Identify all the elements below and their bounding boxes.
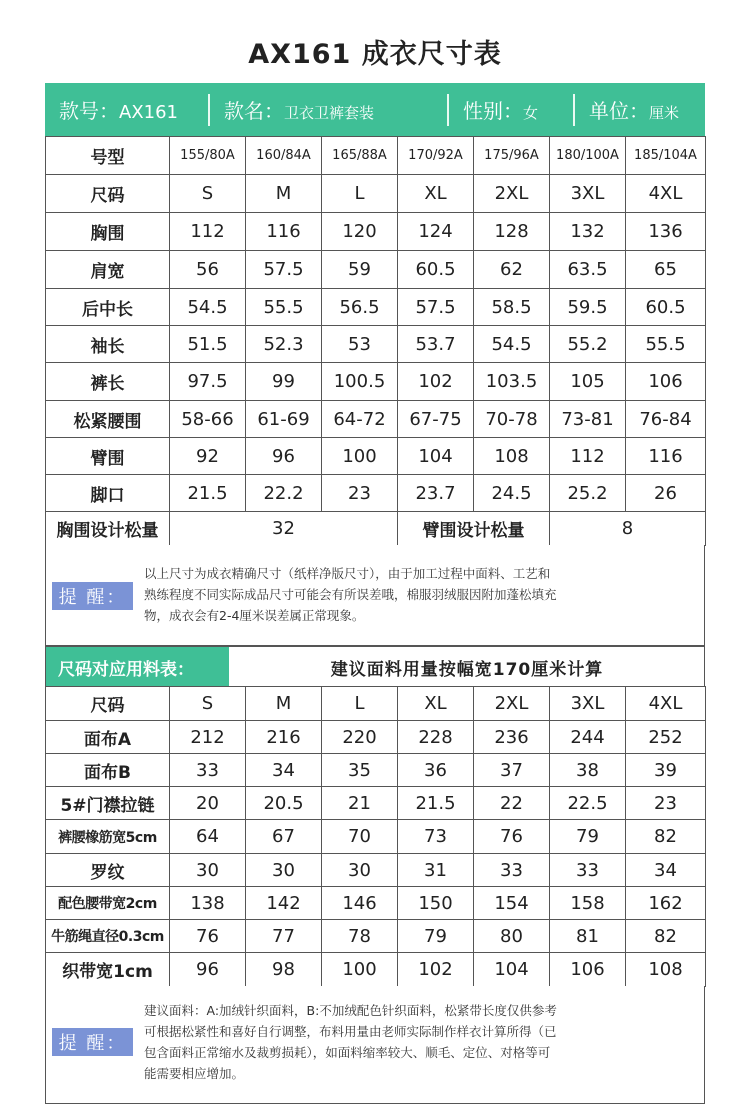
table-cell: 64-72 [322, 401, 398, 438]
style-name-value: 卫衣卫裤套装 [284, 104, 375, 122]
table-cell: 61-69 [246, 401, 322, 438]
material-section-header [45, 646, 705, 686]
table-cell: 212 [170, 721, 246, 754]
row-label: 5#门襟拉链 [46, 787, 170, 820]
table-cell: 244 [550, 721, 626, 754]
table-cell: 70-78 [474, 401, 550, 438]
table-cell: 22 [474, 787, 550, 820]
table-cell: 62 [474, 251, 550, 289]
row-label: 袖长 [46, 326, 170, 363]
table-cell: 98 [246, 953, 322, 987]
table-cell: 4XL [626, 175, 706, 213]
table-cell: 25.2 [550, 475, 626, 512]
reminder-line: 物，成衣会有2-4厘米误差属正常现象。 [144, 608, 365, 623]
row-label: 尺码 [46, 175, 170, 213]
table-cell: 185/104A [626, 137, 706, 175]
reminder-box [45, 545, 705, 646]
table-cell: 76 [474, 820, 550, 854]
table-cell: 128 [474, 213, 550, 251]
table-cell: 82 [626, 820, 706, 854]
table-cell: 78 [322, 920, 398, 953]
table-cell: 56.5 [322, 289, 398, 326]
row-label: 织带宽1cm [46, 953, 170, 987]
table-cell: 79 [550, 820, 626, 854]
table-row [46, 363, 706, 401]
table-cell: 23.7 [398, 475, 474, 512]
row-label: 裤腰橡筋宽5cm [46, 820, 170, 854]
table-cell: 3XL [550, 175, 626, 213]
arm-ease-value: 8 [550, 512, 706, 546]
table-cell: 36 [398, 754, 474, 787]
table-cell: M [246, 175, 322, 213]
table-cell: 30 [322, 854, 398, 887]
table-cell: 79 [398, 920, 474, 953]
table-cell: 103.5 [474, 363, 550, 401]
table-cell: 100 [322, 953, 398, 987]
table-cell: 4XL [626, 687, 706, 721]
info-bar [45, 83, 705, 136]
table-cell: 60.5 [398, 251, 474, 289]
table-cell: 96 [246, 438, 322, 475]
table-row [46, 438, 706, 475]
table-cell: 2XL [474, 175, 550, 213]
table-cell: 104 [398, 438, 474, 475]
table-cell: 30 [170, 854, 246, 887]
table-cell: 116 [626, 438, 706, 475]
table-cell: 105 [550, 363, 626, 401]
table-cell: 76 [170, 920, 246, 953]
table-cell: 21 [322, 787, 398, 820]
table-cell: 99 [246, 363, 322, 401]
table-row [46, 820, 706, 854]
table-cell: 60.5 [626, 289, 706, 326]
table-row [46, 475, 706, 512]
table-cell: 116 [246, 213, 322, 251]
row-label: 臂围 [46, 438, 170, 475]
row-label: 后中长 [46, 289, 170, 326]
table-cell: 23 [626, 787, 706, 820]
table-cell: 24.5 [474, 475, 550, 512]
table-cell: 3XL [550, 687, 626, 721]
table-cell: 97.5 [170, 363, 246, 401]
table-cell: 108 [474, 438, 550, 475]
page-title: AX161 成衣尺寸表 [248, 39, 502, 70]
table-cell: 57.5 [398, 289, 474, 326]
table-cell: 34 [246, 754, 322, 787]
table-row [46, 137, 706, 175]
table-cell: 70 [322, 820, 398, 854]
gender-value: 女 [523, 104, 539, 122]
table-cell: 216 [246, 721, 322, 754]
unit-value: 厘米 [649, 104, 680, 122]
table-cell: 31 [398, 854, 474, 887]
table-cell: 54.5 [170, 289, 246, 326]
table-row [46, 953, 706, 987]
table-cell: 54.5 [474, 326, 550, 363]
row-label: 胸围 [46, 213, 170, 251]
reminder-badge: 提 醒： [52, 1028, 133, 1056]
table-cell: 228 [398, 721, 474, 754]
table-cell: 112 [550, 438, 626, 475]
table-cell: XL [398, 175, 474, 213]
table-cell: 58.5 [474, 289, 550, 326]
material-section-tag: 尺码对应用料表： [46, 647, 229, 687]
table-cell: 20 [170, 787, 246, 820]
reminder-line: 能需要相应增加。 [144, 1066, 245, 1081]
row-label: 面布A [46, 721, 170, 754]
table-row [46, 721, 706, 754]
table-cell: 67 [246, 820, 322, 854]
table-cell: 82 [626, 920, 706, 953]
gender-label: 性别： [463, 99, 523, 123]
table-cell: 73-81 [550, 401, 626, 438]
table-cell: 56 [170, 251, 246, 289]
table-cell: M [246, 687, 322, 721]
gender [449, 95, 573, 124]
table-cell: 51.5 [170, 326, 246, 363]
row-label: 面布B [46, 754, 170, 787]
table-cell: 37 [474, 754, 550, 787]
table-cell: 146 [322, 887, 398, 920]
table-cell: 59 [322, 251, 398, 289]
table-cell: 20.5 [246, 787, 322, 820]
material-section-title: 建议面料用量按幅宽170厘米计算 [330, 659, 604, 680]
table-row [46, 920, 706, 953]
table-cell: 73 [398, 820, 474, 854]
table-cell: 170/92A [398, 137, 474, 175]
table-row [46, 687, 706, 721]
table-row [46, 326, 706, 363]
row-label: 号型 [46, 137, 170, 175]
table-cell: 102 [398, 363, 474, 401]
table-cell: 104 [474, 953, 550, 987]
table-cell: 55.5 [246, 289, 322, 326]
reminder-text [144, 1000, 700, 1084]
table-cell: 53.7 [398, 326, 474, 363]
reminder-text [144, 563, 700, 626]
table-cell: 76-84 [626, 401, 706, 438]
row-label: 尺码 [46, 687, 170, 721]
table-cell: S [170, 175, 246, 213]
table-cell: 55.5 [626, 326, 706, 363]
unit [575, 95, 705, 124]
table-cell: 38 [550, 754, 626, 787]
table-cell: 80 [474, 920, 550, 953]
material-table [45, 686, 706, 987]
table-cell: 155/80A [170, 137, 246, 175]
table-cell: 252 [626, 721, 706, 754]
style-name [210, 95, 447, 124]
table-cell: 108 [626, 953, 706, 987]
table-cell: 2XL [474, 687, 550, 721]
arm-ease-label: 臂围设计松量 [398, 512, 550, 546]
table-cell: 52.3 [246, 326, 322, 363]
table-cell: 34 [626, 854, 706, 887]
table-cell: 33 [550, 854, 626, 887]
reminder-badge: 提 醒： [52, 582, 133, 610]
table-cell: XL [398, 687, 474, 721]
table-cell: 30 [246, 854, 322, 887]
table-cell: 63.5 [550, 251, 626, 289]
style-number-value: AX161 [119, 102, 179, 123]
table-row [46, 787, 706, 820]
row-label: 罗纹 [46, 854, 170, 887]
table-row [46, 401, 706, 438]
style-number [45, 95, 208, 124]
reminder-box-2 [45, 986, 705, 1104]
table-row [46, 854, 706, 887]
table-cell: 106 [550, 953, 626, 987]
row-label: 裤长 [46, 363, 170, 401]
chest-ease-label: 胸围设计松量 [46, 512, 170, 546]
table-cell: 160/84A [246, 137, 322, 175]
row-label: 松紧腰围 [46, 401, 170, 438]
table-cell: 21.5 [398, 787, 474, 820]
reminder-line: 以上尺寸为成衣精确尺寸（纸样净版尺寸），由于加工过程中面料、工艺和 [144, 566, 551, 581]
style-name-label: 款名： [224, 99, 284, 123]
table-cell: 67-75 [398, 401, 474, 438]
row-label: 配色腰带宽2cm [46, 887, 170, 920]
table-row [46, 289, 706, 326]
table-row [46, 754, 706, 787]
table-cell: 136 [626, 213, 706, 251]
table-cell: 165/88A [322, 137, 398, 175]
table-cell: 150 [398, 887, 474, 920]
table-cell: 26 [626, 475, 706, 512]
table-cell: 132 [550, 213, 626, 251]
style-number-label: 款号： [59, 99, 119, 123]
reminder-line: 建议面料：A:加绒针织面料，B:不加绒配色针织面料，松紧带长度仅供参考 [144, 1003, 557, 1018]
table-cell: 21.5 [170, 475, 246, 512]
table-cell: 142 [246, 887, 322, 920]
table-cell: 58-66 [170, 401, 246, 438]
table-cell: 138 [170, 887, 246, 920]
table-cell: 96 [170, 953, 246, 987]
table-cell: 81 [550, 920, 626, 953]
table-row [46, 887, 706, 920]
table-cell: 35 [322, 754, 398, 787]
table-row [46, 213, 706, 251]
chest-ease-value: 32 [170, 512, 398, 546]
table-cell: 162 [626, 887, 706, 920]
table-cell: 57.5 [246, 251, 322, 289]
table-cell: L [322, 175, 398, 213]
table-cell: 100.5 [322, 363, 398, 401]
table-cell: S [170, 687, 246, 721]
table-cell: 120 [322, 213, 398, 251]
table-cell: 106 [626, 363, 706, 401]
row-label: 脚口 [46, 475, 170, 512]
table-cell: 65 [626, 251, 706, 289]
table-cell: 92 [170, 438, 246, 475]
unit-label: 单位： [589, 99, 649, 123]
reminder-line: 包含面料正常缩水及裁剪损耗），如面料缩率较大、顺毛、定位、对格等可 [144, 1045, 551, 1060]
table-cell: 22.2 [246, 475, 322, 512]
table-cell: 236 [474, 721, 550, 754]
table-row [46, 251, 706, 289]
table-cell: 33 [170, 754, 246, 787]
table-row [46, 175, 706, 213]
table-cell: 22.5 [550, 787, 626, 820]
table-cell: 77 [246, 920, 322, 953]
table-cell: 158 [550, 887, 626, 920]
table-cell: 102 [398, 953, 474, 987]
table-cell: 53 [322, 326, 398, 363]
table-cell: 180/100A [550, 137, 626, 175]
table-cell: 124 [398, 213, 474, 251]
table-cell: 175/96A [474, 137, 550, 175]
table-cell: 154 [474, 887, 550, 920]
table-cell: 220 [322, 721, 398, 754]
table-cell: 64 [170, 820, 246, 854]
table-cell: 33 [474, 854, 550, 887]
row-label: 肩宽 [46, 251, 170, 289]
reminder-line: 可根据松紧性和喜好自行调整，布料用量由老师实际制作样衣计算所得（已 [144, 1024, 557, 1039]
table-cell: 55.2 [550, 326, 626, 363]
table-cell: 112 [170, 213, 246, 251]
row-label: 牛筋绳直径0.3cm [46, 920, 170, 953]
table-cell: 23 [322, 475, 398, 512]
table-cell: L [322, 687, 398, 721]
table-cell: 59.5 [550, 289, 626, 326]
table-cell: 39 [626, 754, 706, 787]
reminder-line: 熟练程度不同实际成品尺寸可能会有所误差哦，棉服羽绒服因附加蓬松填充 [144, 587, 557, 602]
table-cell: 100 [322, 438, 398, 475]
size-table [45, 136, 706, 546]
